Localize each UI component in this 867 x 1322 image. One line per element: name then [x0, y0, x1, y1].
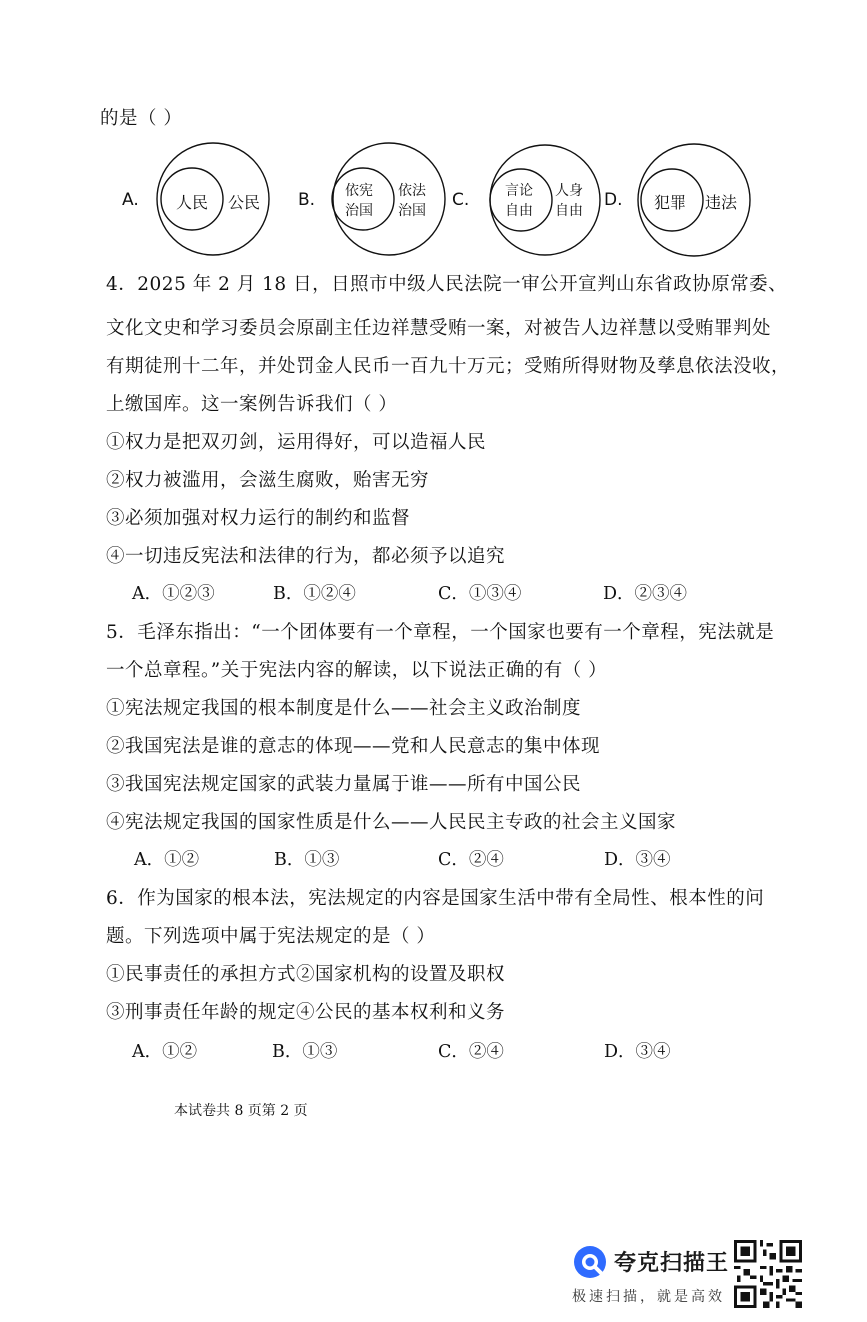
q4-option-c: C．①③④: [438, 584, 522, 604]
q6-option-d: D．③④: [604, 1042, 671, 1062]
q3-option-c-outer-2: 自由: [555, 203, 583, 219]
q3-option-a-letter: A.: [122, 190, 139, 210]
scanner-watermark: [570, 1242, 730, 1312]
q6-item-row-1: ①民事责任的承担方式②国家机构的设置及职权: [106, 964, 506, 985]
q4-stem-line-2: 文化文史和学习委员会原副主任边祥慧受贿一案，对被告人边祥慧以受贿罪判处: [106, 318, 772, 339]
q5-item-1: ①宪法规定我国的根本制度是什么——社会主义政治制度: [106, 698, 582, 719]
q4-stem-line-4: 上缴国库。这一案例告诉我们（ ）: [106, 394, 398, 415]
qr-code-icon: [734, 1240, 802, 1308]
q3-option-b-letter: B.: [298, 190, 316, 210]
q4-item-1: ①权力是把双刃剑，运用得好，可以造福人民: [106, 432, 487, 453]
quark-logo-icon: [572, 1244, 608, 1280]
scanner-brand: 夸克扫描王: [614, 1251, 730, 1276]
q3-option-d-outer: 违法: [705, 193, 738, 212]
q5-option-b: B．①③: [274, 850, 340, 870]
q3-option-b-inner-2: 治国: [345, 203, 373, 219]
q5-stem-line-2: 一个总章程。”关于宪法内容的解读，以下说法正确的有（ ）: [106, 660, 608, 681]
q3-option-a-inner: 人民: [176, 193, 209, 212]
q4-stem-line-3: 有期徒刑十二年，并处罚金人民币一百九十万元；受贿所得财物及孳息依法没收，: [106, 356, 791, 377]
q3-option-b-outer-2: 治国: [398, 203, 426, 219]
q4-option-a: A．①②③: [132, 584, 215, 604]
q3-option-c-outer-1: 人身: [555, 183, 583, 199]
q3-stem-tail: 的是（ ）: [100, 108, 183, 129]
q5-item-2: ②我国宪法是谁的意志的体现——党和人民意志的集中体现: [106, 736, 601, 757]
q4-option-b: B．①②④: [273, 584, 356, 604]
page-footer: 本试卷共 8 页第 2 页: [174, 1103, 308, 1119]
q6-option-a: A．①②: [132, 1042, 198, 1062]
q6-item-row-2: ③刑事责任年龄的规定④公民的基本权利和义务: [106, 1002, 506, 1023]
q3-option-d-letter: D.: [604, 190, 623, 210]
q3-option-c-inner-2: 自由: [505, 203, 533, 219]
q4-option-d: D．②③④: [603, 584, 688, 604]
q3-option-d-inner: 犯罪: [654, 193, 687, 212]
q3-option-d-venn: [632, 140, 758, 260]
scanner-slogan: 极速扫描，就是高效: [572, 1289, 725, 1305]
q4-stem-line-1: 4．2025 年 2 月 18 日，日照市中级人民法院一审公开宣判山东省政协原常委、: [106, 274, 788, 295]
q4-item-2: ②权力被滥用，会滋生腐败，贻害无穷: [106, 470, 430, 491]
q3-option-b-inner-1: 依宪: [345, 183, 373, 199]
q5-item-3: ③我国宪法规定国家的武装力量属于谁——所有中国公民: [106, 774, 582, 795]
q3-option-c-venn: [484, 142, 614, 258]
q6-option-b: B．①③: [272, 1042, 338, 1062]
q5-item-4: ④宪法规定我国的国家性质是什么——人民民主专政的社会主义国家: [106, 812, 677, 833]
q3-option-c-inner-1: 言论: [505, 183, 533, 199]
q4-item-4: ④一切违反宪法和法律的行为，都必须予以追究: [106, 546, 506, 567]
q5-option-a: A．①②: [134, 850, 200, 870]
q6-stem-line-2: 题。下列选项中属于宪法规定的是（ ）: [106, 926, 436, 947]
q3-option-a-venn: [150, 140, 280, 260]
q6-stem-line-1: 6．作为国家的根本法，宪法规定的内容是国家生活中带有全局性、根本性的问: [106, 888, 765, 909]
q3-option-b-outer-1: 依法: [398, 183, 426, 199]
q5-option-c: C．②④: [438, 850, 504, 870]
q3-option-c-letter: C.: [452, 190, 470, 210]
q6-option-c: C．②④: [438, 1042, 504, 1062]
q5-stem-line-1: 5．毛泽东指出：“一个团体要有一个章程，一个国家也要有一个章程，宪法就是: [106, 622, 775, 643]
q4-item-3: ③必须加强对权力运行的制约和监督: [106, 508, 411, 529]
q3-option-a-outer: 公民: [228, 193, 261, 212]
q5-option-d: D．③④: [604, 850, 671, 870]
